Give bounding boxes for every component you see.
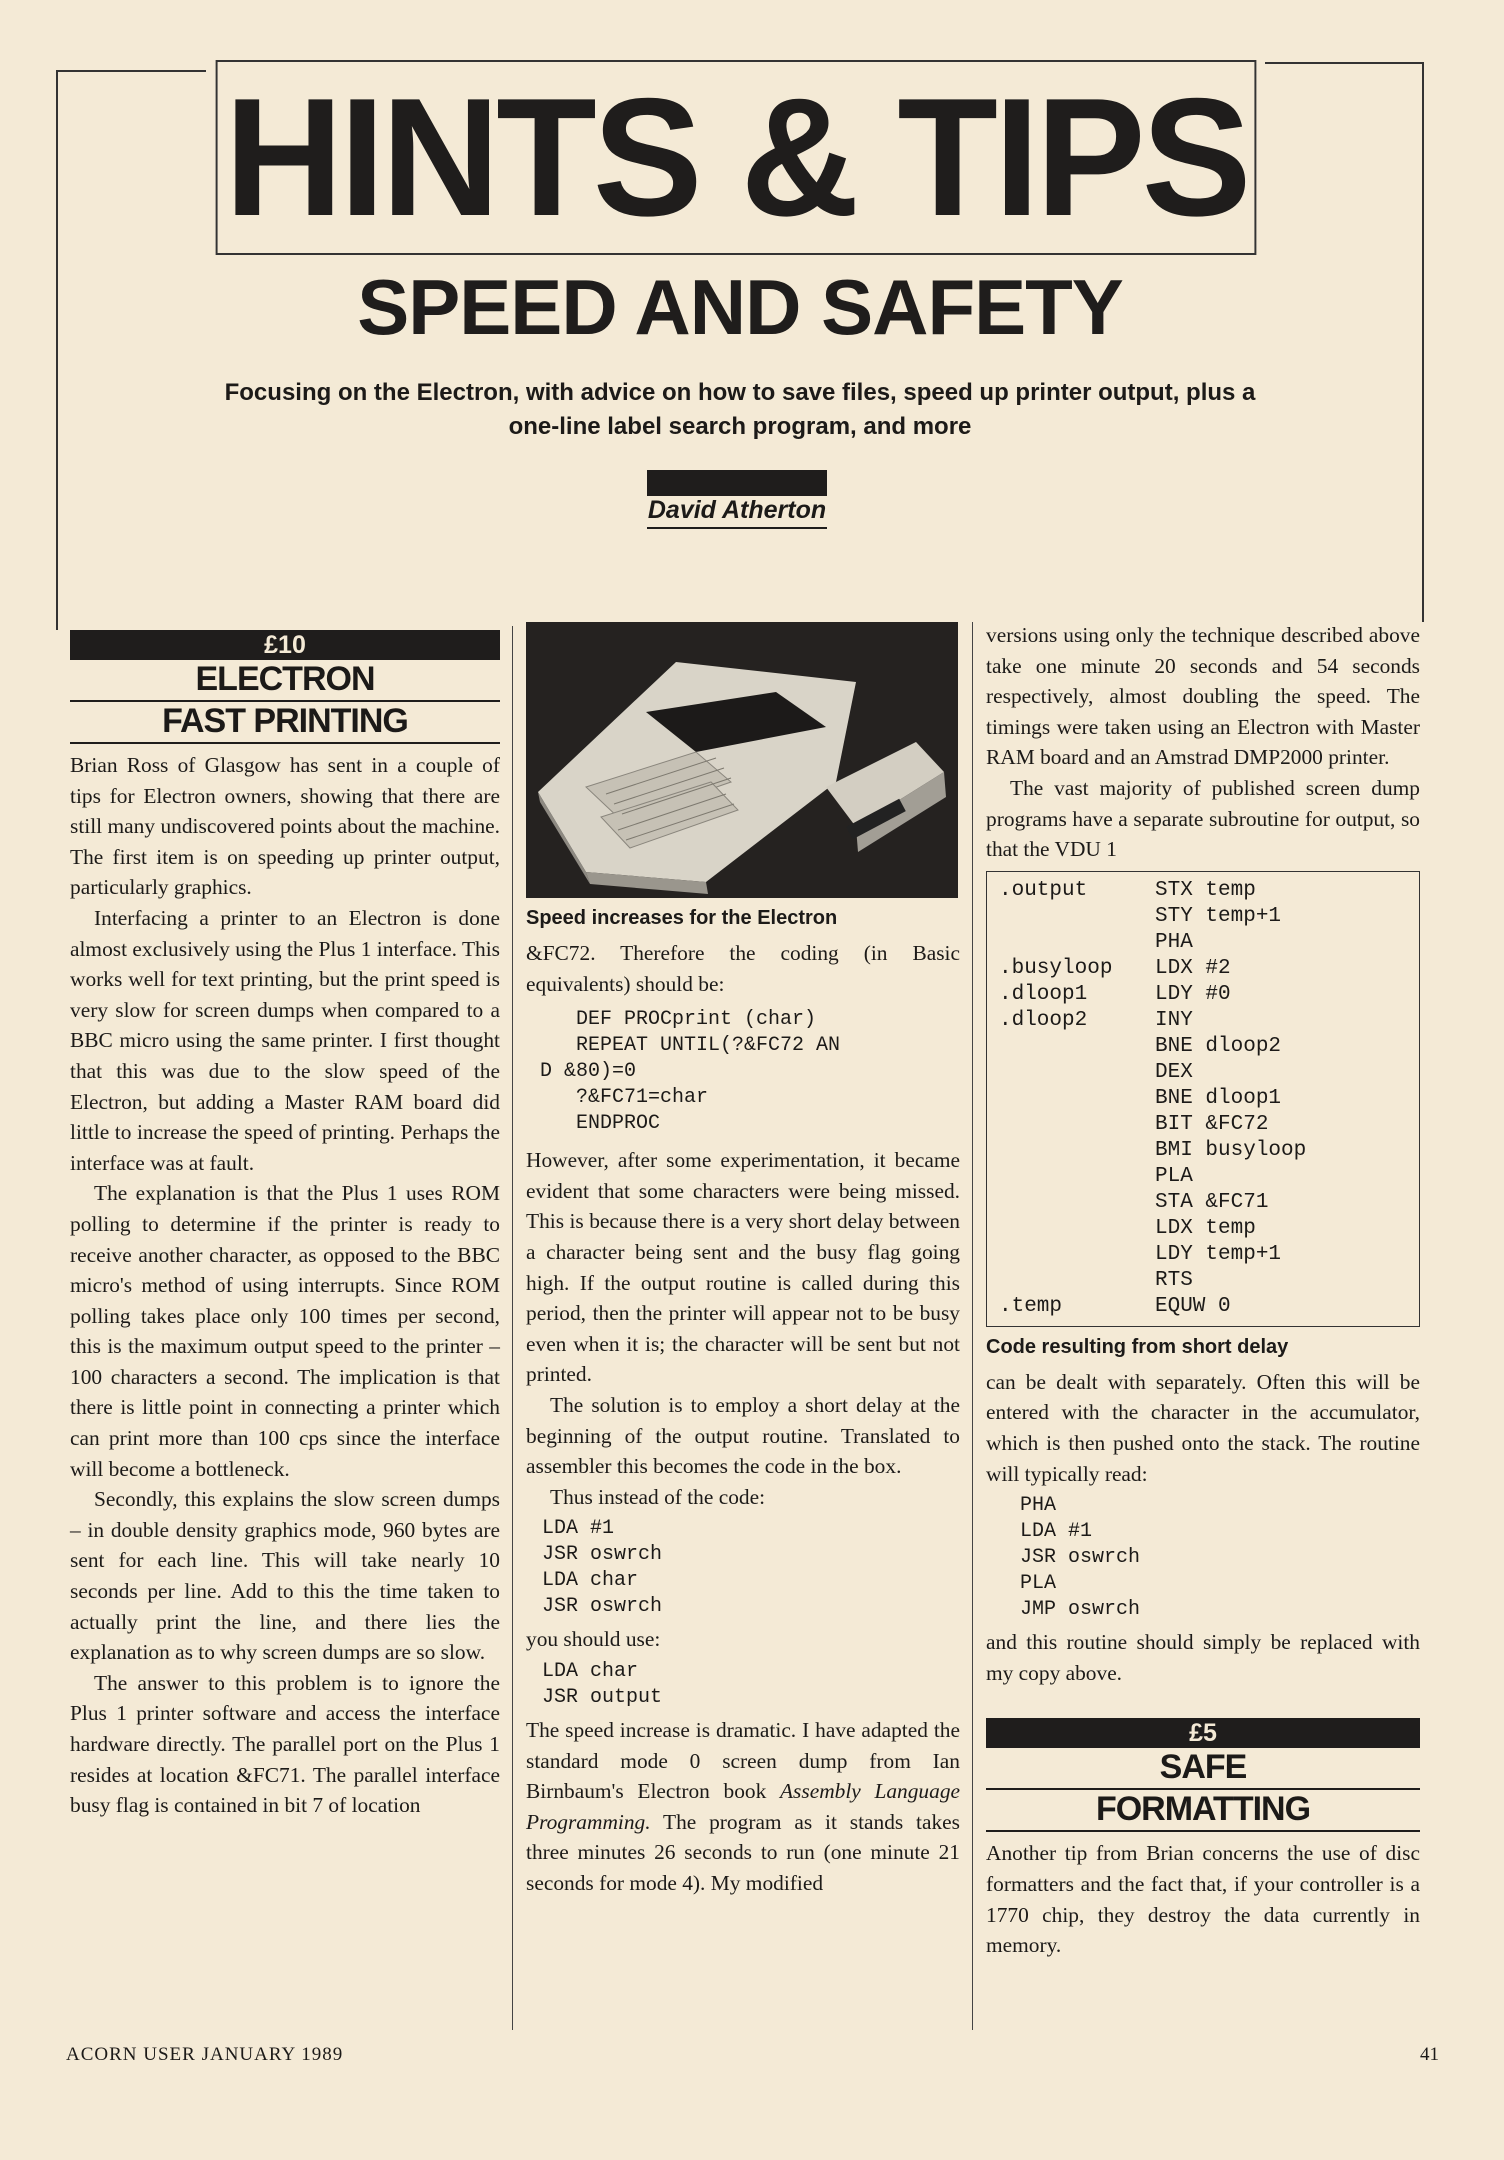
electron-computer-photo [526,622,958,898]
code-instruction: EQUW 0 [1155,1294,1231,1318]
code-row [999,1138,1306,1164]
code-label: .temp [999,1294,1063,1318]
code-row [999,1216,1306,1242]
code-label: .busyloop [999,956,1113,980]
assembler-code-box [986,871,1420,1327]
code-row [999,956,1306,982]
basic-code-listing: DEF PROCprint (char) REPEAT UNTIL(?&FC72 AN D &80)=0 ?&FC71=char ENDPROC [540,1008,841,1136]
code-label: .dloop2 [999,1008,1088,1032]
paragraph: and this routine should simply be replaced with my copy above. [986,1630,1420,1685]
code-label: .dloop1 [999,982,1088,1006]
code-row [999,1086,1306,1112]
footer-publication: ACORN USER JANUARY 1989 [66,2044,344,2065]
paragraph [526,1715,960,1899]
column-2 [526,622,960,1898]
paragraph: versions using only the technique described above take one minute 20 seconds and 54 seconds respectively, almost doubling the speed. The timings were taken using an Electron with Master RAM board and an Amstrad DMP2000 printer. [986,623,1420,770]
paragraph: &FC72. Therefore the coding (in Basic equivalents) should be: [526,941,960,996]
paragraph: Thus instead of the code: [550,1484,766,1509]
paragraph: Another tip from Brian concerns the use of disc formatters and the fact that, if your controller is a 1770 chip, they destroy the data currently in memory. [986,1841,1420,1958]
author-bar [647,470,827,496]
code-instruction: STX temp [1155,878,1256,902]
code-row [999,1294,1306,1320]
column-3 [986,620,1420,1961]
code-instruction: LDY #0 [1155,982,1231,1006]
frame-line-top-left [56,70,206,72]
code-instruction: STY temp+1 [1155,904,1282,928]
code-label [999,904,1155,930]
code-table [999,878,1306,1320]
code-instruction: INY [1155,1008,1193,1032]
prize-badge: £10 [70,630,500,660]
code-label: .output [999,878,1088,902]
paragraph: The explanation is that the Plus 1 uses ROM polling to determine if the printer is ready to receive another character, as opposed to the BBC micro's method of using interrupts. Since ROM polling takes place only 100 times per second, this is the maximum output speed to the printer – 100 characters a second. The implication is that there is little point in connecting a printer which can print more than 100 cps since the interface will become a bottleneck. [70,1181,500,1481]
paragraph: However, after some experimentation, it became evident that some characters were being missed. This is because there is a very short delay between a character being sent and the busy flag going high. If the output routine is called during this period, then the printer will appear not to be busy even when it is; the character will be sent but not printed. [526,1148,960,1387]
code-row [999,1164,1306,1190]
code-box-caption: Code resulting from short delay [986,1335,1289,1358]
page-subtitle: SPEED AND SAFETY [357,263,1123,351]
routine-code-listing: PHA LDA #1 JSR oswrch PLA JMP oswrch [1020,1494,1141,1622]
column-1 [70,630,500,1821]
paragraph: The vast majority of published screen dump programs have a separate subroutine for output, so that the VDU 1 [986,775,1420,862]
code-listing-use: LDA char JSR output [542,1659,663,1709]
code-instruction: DEX [1155,1060,1193,1084]
code-label [999,1216,1155,1242]
code-instruction: LDY temp+1 [1155,1242,1282,1266]
code-instruction: LDX #2 [1155,956,1231,980]
code-label [999,1034,1155,1060]
code-label [999,1164,1155,1190]
code-label [999,1138,1155,1164]
heading-line-1: ELECTRON [70,660,500,702]
code-instruction: BNE dloop2 [1155,1034,1282,1058]
code-row [999,982,1306,1008]
page-number: 41 [1420,2044,1439,2065]
column-rule [512,626,513,2030]
code-instruction: PHA [1155,930,1193,954]
paragraph: The answer to this problem is to ignore the Plus 1 printer software and access the interface hardware directly. The parallel port on the Plus 1 resides at location &FC71. The parallel interface busy flag is contained in bit 7 of location [70,1670,500,1818]
paragraph: Brian Ross of Glasgow has sent in a couple of tips for Electron owners, showing that there are still many undiscovered points about the machine. The first item is on speeding up printer output, particularly graphics. [70,753,500,900]
code-label [999,1086,1155,1112]
paragraph: The solution is to employ a short delay at the beginning of the output routine. Translated to assembler this becomes the code in the box. [526,1392,960,1479]
paragraph: can be dealt with separately. Often this will be entered with the character in the accumulator, which is then pushed onto the stack. The routine will typically read: [986,1369,1420,1486]
code-label [999,1268,1155,1294]
standfirst: Focusing on the Electron, with advice on how to save files, speed up printer output, plus a one-line label search program, and more [224,379,1256,440]
code-label [999,1112,1155,1138]
code-row [999,1008,1306,1034]
code-instruction: PLA [1155,1164,1193,1188]
section-heading [70,660,500,744]
text-span: The speed increase is dramatic. I have adapted the standard mode 0 screen dump from Ian Birnbaum's Electron book [526,1717,960,1804]
code-label [999,1060,1155,1086]
frame-line-top-right [1265,62,1423,64]
paragraph: you should use: [526,1627,661,1652]
code-label [999,1242,1155,1268]
code-listing-instead: LDA #1 JSR oswrch LDA char JSR oswrch [542,1517,663,1619]
heading-line-1: SAFE [986,1748,1420,1790]
code-row [999,930,1306,956]
author-byline: David Atherton [647,496,827,529]
code-instruction: RTS [1155,1268,1193,1292]
code-row [999,1060,1306,1086]
code-row [999,1034,1306,1060]
column-rule [972,622,973,2030]
code-instruction: STA &FC71 [1155,1190,1269,1214]
code-label [999,1190,1155,1216]
code-row [999,904,1306,930]
photo-caption: Speed increases for the Electron [526,907,838,929]
masthead-title: HINTS & TIPS [216,60,1257,255]
prize-badge: £5 [986,1718,1420,1748]
code-label [999,930,1155,956]
code-row [999,1190,1306,1216]
code-row [999,1242,1306,1268]
paragraph: Secondly, this explains the slow screen dumps – in double density graphics mode, 960 bytes are sent for each line. This will take nearly 10 seconds per line. Add to this the time taken to actually print the line, and there lies the explanation as to why screen dumps are so slow. [70,1487,500,1665]
heading-line-2: FAST PRINTING [70,702,500,744]
code-instruction: BIT &FC72 [1155,1112,1269,1136]
code-instruction: LDX temp [1155,1216,1256,1240]
code-row [999,1268,1306,1294]
heading-line-2: FORMATTING [986,1790,1420,1832]
code-row [999,878,1306,904]
paragraph: Interfacing a printer to an Electron is done almost exclusively using the Plus 1 interface. This works well for text printing, but the print speed is very slow for screen dumps when compared to a BBC micro using the same printer. I first thought that this was due to the slow speed of the Electron, but adding a Master RAM board did little to increase the speed of printing. Perhaps the interface was at fault. [70,905,500,1175]
book-title: Assembly Language Programming. [526,1779,961,1834]
text-span: The program as it stands takes three minutes 26 seconds to run (one minute 21 seconds for mode 4). My modified [526,1809,960,1895]
code-instruction: BMI busyloop [1155,1138,1307,1162]
code-instruction: BNE dloop1 [1155,1086,1282,1110]
section-heading [986,1748,1420,1832]
code-row [999,1112,1306,1138]
